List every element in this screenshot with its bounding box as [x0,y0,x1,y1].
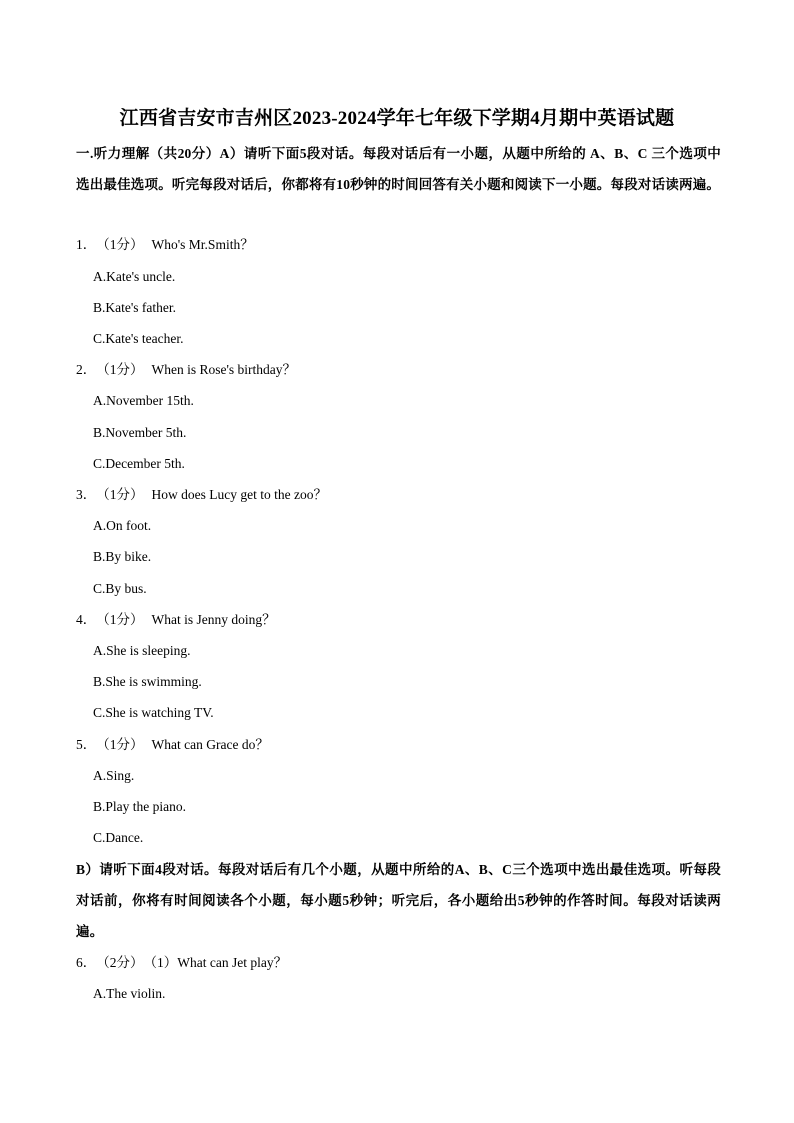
question-2 [76,361,296,379]
question-score: （1分） [96,612,144,627]
question-3 [76,486,327,504]
question-score: （1分） [96,487,144,502]
option-1a: A.Kate's uncle. [93,269,176,284]
question-number: 3． [76,487,97,502]
option-1c: C.Kate's teacher. [93,331,184,346]
option-3b: B.By bike. [93,549,152,564]
question-text: Who's Mr.Smith？ [151,237,254,252]
question-score: （1分） [96,362,144,377]
option-2b: B.November 5th. [93,425,187,440]
question-number: 4． [76,612,97,627]
question-number: 6． [76,955,97,970]
question-number: 1． [76,237,97,252]
question-text: What can Grace do？ [151,737,269,752]
option-2a: A.November 15th. [93,393,194,408]
section-b-instructions: B）请听下面4段对话。每段对话后有几个小题，从题中所给的A、B、C三个选项中选出最佳选项。听每段对话前，你将有时间阅读各个小题，每小题5秒钟；听完后，各小题给出5秒钟的作答时间。每段对话读两遍。 [76,862,721,939]
option-4c: C.She is watching TV. [93,705,214,720]
option-5a: A.Sing. [93,768,135,783]
question-text: What is Jenny doing？ [151,612,276,627]
option-4b: B.She is swimming. [93,674,202,689]
page-title: 江西省吉安市吉州区2023-2024学年七年级下学期4月期中英语试题 [119,108,675,129]
question-text: How does Lucy get to the zoo？ [151,487,327,502]
question-score: （2分） [96,955,144,970]
question-number: 5． [76,737,97,752]
question-text: （1）What can Jet play？ [143,955,288,970]
option-2c: C.December 5th. [93,456,185,471]
question-score: （1分） [96,737,144,752]
question-4 [76,611,276,629]
section-a-instructions: 一.听力理解（共20分）A）请听下面5段对话。每段对话后有一小题，从题中所给的 A、B、C 三个选项中选出最佳选项。听完每段对话后，你都将有10秒钟的时间回答有关小题和阅读下一小题。每段对话读两遍。 [76,146,721,192]
question-5 [76,736,269,754]
option-6a: A.The violin. [93,986,166,1001]
question-number: 2． [76,362,97,377]
option-3a: A.On foot. [93,518,152,533]
option-1b: B.Kate's father. [93,300,177,315]
option-3c: C.By bus. [93,581,147,596]
question-text: When is Rose's birthday？ [151,362,297,377]
option-5c: C.Dance. [93,830,144,845]
option-4a: A.She is sleeping. [93,643,191,658]
question-score: （1分） [96,237,144,252]
option-5b: B.Play the piano. [93,799,186,814]
question-6 [76,954,287,972]
question-1 [76,236,254,254]
